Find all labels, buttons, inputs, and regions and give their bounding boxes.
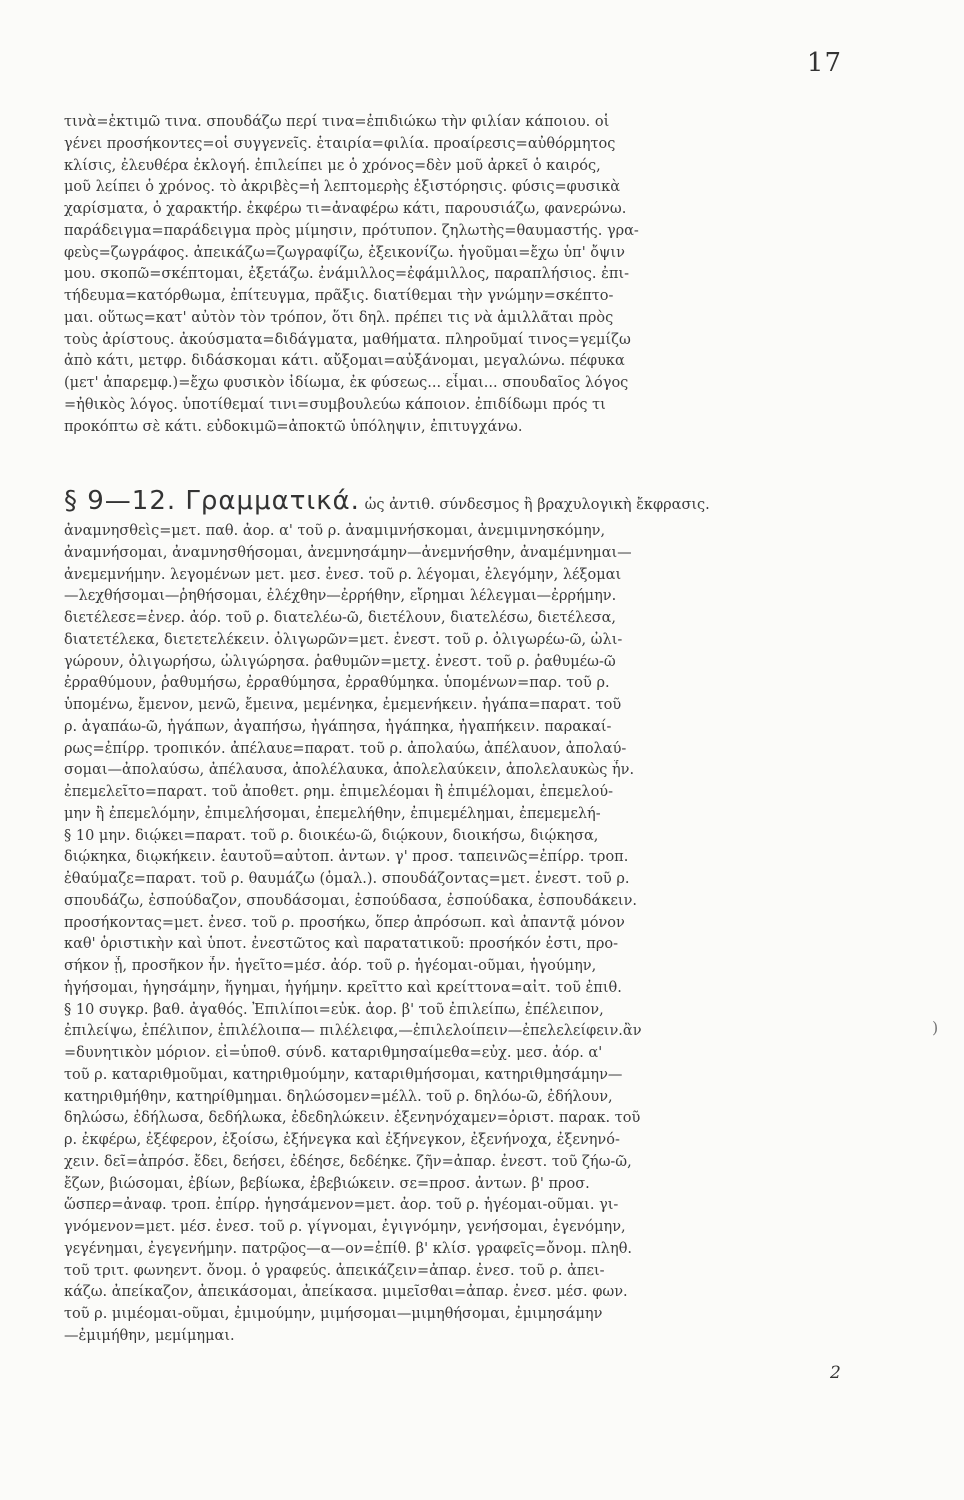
text-line: γεγένημαι, ἐγεγενήμην. πατρῷος—α—ον=ἐπίθ. β' κλίσ. γραφεῖς=ὄνομ. πληθ. xyxy=(64,1240,633,1257)
text-line: καθ' ὁριστικὴν καὶ ὑποτ. ἐνεστῶτος καὶ παρατατικοῦ: προσήκόν ἐστι, προ- xyxy=(64,936,618,953)
sheet-signature: 2 xyxy=(830,1363,841,1383)
text-line: ἀνεμεμνήμην. λεγομένων μετ. μεσ. ἐνεσ. τοῦ ρ. λέγομαι, ἐλεγόμην, λέξομαι xyxy=(64,566,622,583)
text-line: § 10 συγκρ. βαθ. ἀγαθός. Ἐπιλίποι=εὐκ. ἀορ. β' τοῦ ἐπιλείπω, ἐπέλειπον, xyxy=(64,1001,604,1018)
glossary-paragraph xyxy=(64,112,854,438)
section-heading-rest: ὡς ἀντιθ. σύνδεσμος ἢ βραχυλογικὴ ἔκφρασις. xyxy=(364,497,710,513)
text-line: δηλώσω, ἐδήλωσα, δεδήλωκα, ἐδεδηλώκειν. ἐξενηνόχαμεν=ὁριστ. παρακ. τοῦ xyxy=(64,1110,641,1127)
text-line: τοῦ ρ. μιμέομαι-οῦμαι, ἐμιμούμην, μιμήσομαι—μιμηθήσομαι, ἐμιμησάμην xyxy=(64,1306,603,1322)
text-line: ἐπεμελεῖτο=παρατ. τοῦ ἀποθετ. ρημ. ἐπιμελέομαι ἢ ἐπιμέλομαι, ἐπεμελού- xyxy=(64,784,614,800)
margin-mark: ) xyxy=(932,1018,939,1037)
text-line: σομαι—ἀπολαύσω, ἀπέλαυσα, ἀπολέλαυκα, ἀπολελαύκειν, ἀπολελαυκὼς ἦν. xyxy=(64,762,635,779)
text-line: ρως=ἐπίρρ. τροπικόν. ἀπέλαυε=παρατ. τοῦ ρ. ἀπολαύω, ἀπέλαυον, ἀπολαύ- xyxy=(64,740,627,757)
text-line: χειν. δεῖ=ἀπρόσ. ἔδει, δεήσει, ἐδέησε, δεδέηκε. ζῆν=ἀπαρ. ἐνεστ. τοῦ ζήω-ῶ, xyxy=(64,1153,632,1170)
text-line: ἐθαύμαζε=παρατ. τοῦ ρ. θαυμάζω (ὁμαλ.). σπουδάζοντας=μετ. ἐνεστ. τοῦ ρ. xyxy=(64,871,630,887)
text-line: τοὺς ἀρίστους. ἀκούσματα=διδάγματα, μαθήματα. πληροῦμαί τινος=γεμίζω xyxy=(64,331,631,348)
section-heading: § 9—12. Γραμματικά. xyxy=(64,486,360,516)
text-line: διατετέλεκα, διετετελέκειν. ὀλιγωρῶν=μετ. ἐνεστ. τοῦ ρ. ὀλιγωρέω-ῶ, ὠλι- xyxy=(64,631,623,648)
text-line: ρ. ἐκφέρω, ἐξέφερον, ἐξοίσω, ἐξήνεγκα καὶ ἐξήνεγκον, ἐξενήνοχα, ἐξενηνό- xyxy=(64,1132,620,1148)
section-heading-line xyxy=(64,482,854,521)
text-line: —λεχθήσομαι—ῥηθήσομαι, ἐλέχθην—ἐρρήθην, εἴρημαι λέλεγμαι—ἐρρήμην. xyxy=(64,588,617,605)
section-body xyxy=(64,521,854,1348)
text-line: ἐρραθύμουν, ῥαθυμήσω, ἐρραθύμησα, ἐρραθύμηκα. ὑπομένων=παρ. τοῦ ρ. xyxy=(64,675,610,692)
text-line: ἔζων, βιώσομαι, ἐβίων, βεβίωκα, ἐβεβιώκειν. σε=προσ. ἀντων. β' προσ. xyxy=(64,1175,590,1192)
text-line: χαρίσματα, ὁ χαρακτήρ. ἐκφέρω τι=ἀναφέρω κάτι, παρουσιάζω, φανερώνω. xyxy=(64,201,627,217)
text-line: γώρουν, ὀλιγωρήσω, ὠλιγώρησα. ῥαθυμῶν=μετχ. ἐνεστ. τοῦ ρ. ῥαθυμέω-ῶ xyxy=(64,653,616,670)
text-line: γνόμενον=μετ. μέσ. ἐνεσ. τοῦ ρ. γίγνομαι, ἐγιγνόμην, γενήσομαι, ἐγενόμην, xyxy=(64,1219,626,1235)
text-line: τήδευμα=κατόρθωμα, ἐπίτευγμα, πρᾶξις. διατίθεμαι τὴν γνώμην=σκέπτο- xyxy=(64,288,614,304)
text-line: σπουδάζω, ἐσπούδαζον, σπουδάσομαι, ἐσπούδασα, ἐσπούδακα, ἐσπουδάκειν. xyxy=(64,892,638,909)
text-line: κάζω. ἀπείκαζον, ἀπεικάσομαι, ἀπείκασα. μιμεῖσθαι=ἀπαρ. ἐνεσ. μέσ. φων. xyxy=(64,1284,628,1301)
page-number: 17 xyxy=(806,48,842,78)
text-line: ἀναμνησθεὶς=μετ. παθ. ἀορ. α' τοῦ ρ. ἀναμιμνήσκομαι, ἀνεμιμνησκόμην, xyxy=(64,523,606,539)
text-line: =δυνητικὸν μόριον. εἰ=ὑποθ. σύνδ. καταριθμησαίμεθα=εὐχ. μεσ. ἀόρ. α' xyxy=(64,1045,603,1061)
text-line: τινὰ=ἐκτιμῶ τινα. σπουδάζω περί τινα=ἐπιδιώκω τὴν φιλίαν κάποιου. οἱ xyxy=(64,114,610,130)
text-line: παράδειγμα=παράδειγμα πρὸς μίμησιν, πρότυπον. ζηλωτὴς=θαυμαστής. γρα- xyxy=(64,222,639,239)
text-line: διετέλεσε=ἐνερ. ἀόρ. τοῦ ρ. διατελέω-ῶ, διετέλουν, διατελέσω, διετέλεσα, xyxy=(64,610,617,626)
text-line: μην ἢ ἐπεμελόμην, ἐπιμελήσομαι, ἐπεμελήθην, ἐπιμεμέλημαι, ἐπεμεμελή- xyxy=(64,805,601,822)
text-line: μου. σκοπῶ=σκέπτομαι, ἐξετάζω. ἐνάμιλλος=ἐφάμιλλος, παραπλήσιος. ἐπι- xyxy=(64,266,629,283)
text-line: κλίσις, ἐλευθέρα ἐκλογή. ἐπιλείπει με ὁ χρόνος=δὲν μοῦ ἀρκεῖ ὁ καιρός, xyxy=(64,157,601,174)
text-line: (μετ' ἀπαρεμφ.)=ἔχω φυσικὸν ἰδίωμα, ἐκ φύσεως... εἶμαι... σπουδαῖος λόγος xyxy=(64,375,629,391)
grammar-section xyxy=(64,482,854,1348)
text-line: ἐπιλείψω, ἐπέλιπον, ἐπιλέλοιπα— πιλέλειφα,—ἐπιλελοίπειν—ἐπελελείφειν.ἂν xyxy=(64,1023,642,1040)
text-line: ἡγήσομαι, ἡγησάμην, ἥγημαι, ἡγήμην. κρεῖττο καὶ κρείττονα=αἰτ. τοῦ ἐπιθ. xyxy=(64,979,622,996)
text-line: τοῦ ρ. καταριθμοῦμαι, κατηριθμούμην, καταριθμήσομαι, κατηριθμησάμην— xyxy=(64,1066,623,1083)
text-line: τοῦ τριτ. φωνηεντ. ὄνομ. ὁ γραφεύς. ἀπεικάζειν=ἀπαρ. ἐνεσ. τοῦ ρ. ἀπει- xyxy=(64,1262,605,1279)
text-line: προσήκοντας=μετ. ἐνεσ. τοῦ ρ. προσήκω, ὅπερ ἀπρόσωπ. καὶ ἀπαντᾷ μόνον xyxy=(64,914,625,931)
text-line: ὑπομένω, ἔμενον, μενῶ, ἔμεινα, μεμένηκα, ἐμεμενήκειν. ἠγάπα=παρατ. τοῦ xyxy=(64,697,622,713)
text-line: ὥσπερ=ἀναφ. τροπ. ἐπίρρ. ἡγησάμενον=μετ. ἀορ. τοῦ ρ. ἡγέομαι-οῦμαι. γι- xyxy=(64,1197,619,1214)
text-line: μαι. οὕτως=κατ' αὐτὸν τὸν τρόπον, ὅτι δηλ. πρέπει τις νὰ ἁμιλλᾶται πρὸς xyxy=(64,309,614,326)
text-line: σήκον ᾖ, προσῆκον ἦν. ἡγεῖτο=μέσ. ἀόρ. τοῦ ρ. ἡγέομαι-οῦμαι, ἡγούμην, xyxy=(64,958,597,974)
text-line: —ἐμιμήθην, μεμίμημαι. xyxy=(64,1327,235,1344)
text-line: ρ. ἀγαπάω-ῶ, ἠγάπων, ἀγαπήσω, ἠγάπησα, ἠγάπηκα, ἠγαπήκειν. παρακαί- xyxy=(64,718,612,735)
text-line: § 10 μην. διῴκει=παρατ. τοῦ ρ. διοικέω-ῶ, διῴκουν, διοικήσω, διῴκησα, xyxy=(64,827,599,844)
text-line: προκόπτω σὲ κάτι. εὐδοκιμῶ=ἀποκτῶ ὑπόληψιν, ἐπιτυγχάνω. xyxy=(64,418,523,435)
text-line: γένει προσήκοντες=οἱ συγγενεῖς. ἑταιρία=φιλία. προαίρεσις=αὐθόρμητος xyxy=(64,135,616,152)
text-line: διῴκηκα, διῳκήκειν. ἑαυτοῦ=αὐτοπ. ἀντων. γ' προσ. ταπεινῶς=ἐπίρρ. τροπ. xyxy=(64,849,629,866)
text-line: κατηριθμήθην, κατηρίθμημαι. δηλώσομεν=μέλλ. τοῦ ρ. δηλόω-ῶ, ἐδήλουν, xyxy=(64,1088,613,1105)
text-line: ἀναμνήσομαι, ἀναμνησθήσομαι, ἀνεμνησάμην—ἀνεμνήσθην, ἀναμέμνημαι— xyxy=(64,544,632,561)
text-line: φεὺς=ζωγράφος. ἀπεικάζω=ζωγραφίζω, ἐξεικονίζω. ἡγοῦμαι=ἔχω ὑπ' ὄψιν xyxy=(64,244,625,261)
text-line: ἀπὸ κάτι, μετφρ. διδάσκομαι κάτι. αὔξομαι=αὐξάνομαι, μεγαλώνω. πέφυκα xyxy=(64,353,625,370)
text-line: =ἠθικὸς λόγος. ὑποτίθεμαί τινι=συμβουλεύω κάποιον. ἐπιδίδωμι πρός τι xyxy=(64,396,606,413)
text-line: μοῦ λείπει ὁ χρόνος. τὸ ἀκριβὲς=ἡ λεπτομερὴς ἐξιστόρησις. φύσις=φυσικὰ xyxy=(64,179,621,196)
